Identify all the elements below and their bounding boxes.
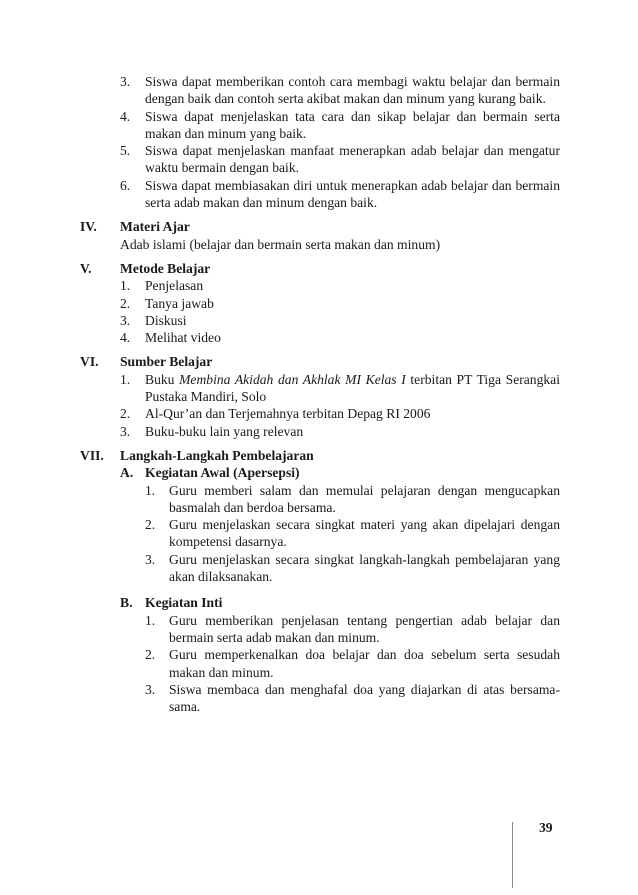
section-number: VII.: [80, 447, 104, 463]
section-number: V.: [80, 260, 92, 276]
section-title: Sumber Belajar: [120, 354, 213, 370]
item-text: Guru menjelaskan secara singkat langkah-langkah pembelajaran yang akan dilaksanakan.: [169, 551, 560, 585]
item-number: 1.: [145, 482, 156, 498]
list-item: [145, 612, 560, 647]
item-number: 6.: [120, 177, 131, 193]
subsection-b-heading: [120, 594, 560, 611]
item-text: Diskusi: [145, 312, 187, 328]
item-number: 3.: [120, 423, 131, 439]
item-number: 4.: [120, 108, 131, 124]
list-item: [80, 73, 560, 108]
list-item: [145, 516, 560, 551]
item-number: 1.: [145, 612, 156, 628]
item-text: Siswa dapat memberikan contoh cara membagi waktu belajar dan bermain dengan baik dan contoh serta akibat makan dan minum yang kurang baik.: [145, 74, 560, 107]
item-number: 5.: [120, 143, 131, 159]
list-item: [80, 177, 560, 212]
item-text: Melihat video: [145, 330, 221, 346]
item-number: 1.: [120, 278, 131, 294]
section-title: Langkah-Langkah Pembelajaran: [120, 447, 314, 463]
list-item: [145, 482, 560, 517]
item-text: Guru memberi salam dan memulai pelajaran dengan mengucapkan basmalah dan berdoa bersama.: [169, 482, 560, 515]
item-number: 3.: [120, 312, 131, 328]
item-number: 4.: [120, 330, 131, 346]
item-number: 2.: [145, 647, 156, 663]
page-number: 39: [539, 820, 553, 835]
item-text: Siswa membaca dan menghafal doa yang diajarkan di atas bersama-sama.: [169, 681, 560, 715]
objectives-list: [80, 73, 560, 211]
item-number: 2.: [145, 517, 156, 533]
subsection-b-list: [120, 612, 560, 716]
item-text: Al-Qur’an dan Terjemahnya terbitan Depag RI 2006: [145, 406, 431, 422]
list-item: [120, 371, 560, 406]
section-vii: [80, 447, 560, 715]
subsection-letter: A.: [120, 465, 134, 481]
item-text: Buku-buku lain yang relevan: [145, 423, 304, 439]
section-iv: [80, 218, 560, 253]
subsection-title: Kegiatan Inti: [145, 595, 223, 611]
item-text: Penjelasan: [145, 278, 204, 294]
subsection-a-list: [120, 482, 560, 586]
item-number: 2.: [120, 295, 131, 311]
item-number: 1.: [120, 371, 131, 387]
section-title: Metode Belajar: [120, 260, 211, 276]
list-item: [120, 329, 560, 346]
list-item: [120, 277, 560, 294]
list-item: [145, 681, 560, 716]
book-suffix: terbitan PT Tiga Serangkai Pustaka Mandiri, Solo: [145, 371, 560, 405]
book-title: Membina Akidah dan Akhlak MI Kelas I: [179, 371, 406, 387]
subsection-a-heading: [120, 464, 560, 481]
item-number: 3.: [145, 551, 156, 567]
item-number: 3.: [120, 74, 131, 89]
list-item: [80, 108, 560, 143]
item-number: 3.: [145, 681, 156, 697]
section-number: VI.: [80, 354, 99, 370]
item-text: Tanya jawab: [145, 295, 214, 311]
item-text: Siswa dapat membiasakan diri untuk menerapkan adab belajar dan bermain serta adab makan dan minum dengan baik.: [145, 177, 560, 211]
section-vi: [80, 353, 560, 439]
book-prefix: Buku: [145, 371, 180, 387]
subsection-letter: B.: [120, 595, 133, 611]
section-v: [80, 260, 560, 346]
list-item: [80, 142, 560, 177]
section-number: IV.: [80, 219, 97, 235]
section-title: Materi Ajar: [120, 219, 190, 235]
list-item: [120, 295, 560, 312]
item-text: Siswa dapat menjelaskan manfaat menerapkan adab belajar dan mengatur waktu bermain dengan baik.: [145, 143, 560, 176]
list-item: [120, 312, 560, 329]
list-item: [120, 423, 560, 440]
list-item: [145, 646, 560, 681]
list-item: [145, 551, 560, 586]
item-text: Guru menjelaskan secara singkat materi yang akan dipelajari dengan kompetensi dasarnya.: [169, 517, 560, 550]
item-text: [145, 371, 560, 406]
subsection-title: Kegiatan Awal (Apersepsi): [145, 465, 300, 481]
item-text: Guru memperkenalkan doa belajar dan doa sebelum serta sesudah makan dan minum.: [169, 647, 560, 680]
item-text: Siswa dapat menjelaskan tata cara dan sikap belajar dan bermain serta makan dan minum yang baik.: [145, 108, 560, 141]
section-text: Adab islami (belajar dan bermain serta makan dan minum): [120, 236, 441, 252]
margin-rule: [512, 822, 513, 888]
item-number: 2.: [120, 406, 131, 422]
list-item: [120, 405, 560, 422]
page-content: [80, 73, 560, 715]
item-text: Guru memberikan penjelasan tentang pengertian adab belajar dan bermain serta adab makan dan minum.: [169, 612, 560, 645]
